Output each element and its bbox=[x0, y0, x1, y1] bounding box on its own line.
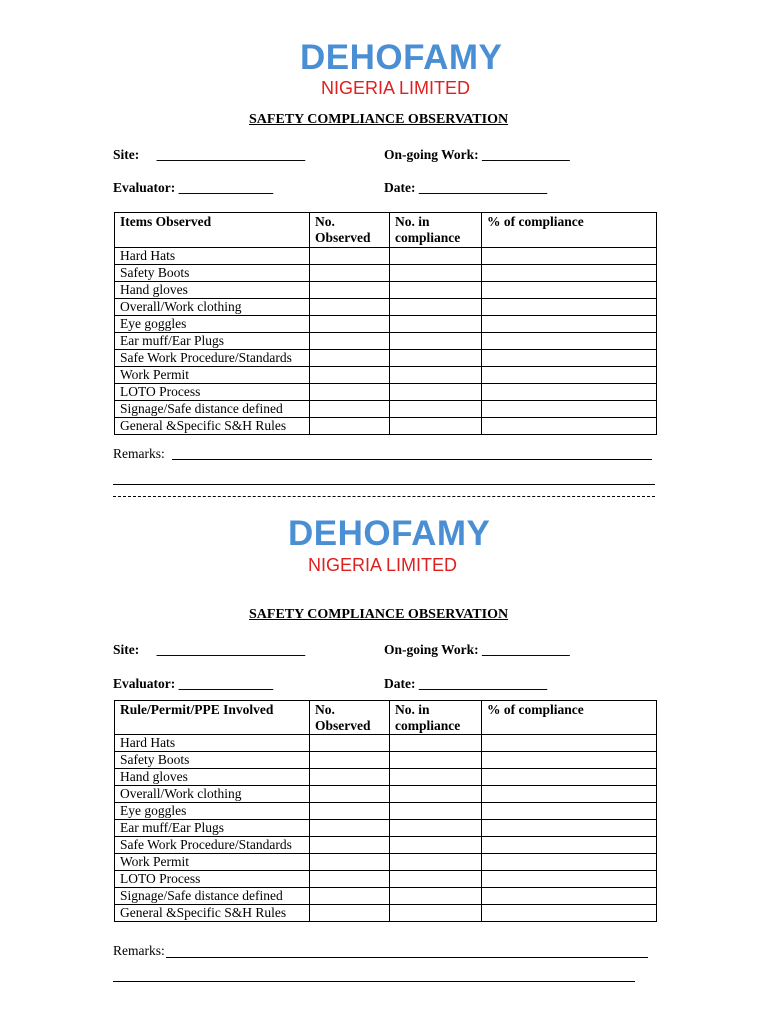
company-subtitle: NIGERIA LIMITED bbox=[308, 555, 458, 575]
percent-cell[interactable] bbox=[482, 367, 657, 384]
table-row bbox=[115, 248, 657, 265]
item-cell: Hand gloves bbox=[115, 769, 310, 786]
observed-cell[interactable] bbox=[310, 316, 390, 333]
form-title: SAFETY COMPLIANCE OBSERVATION bbox=[249, 607, 509, 622]
form-title: SAFETY COMPLIANCE OBSERVATION bbox=[249, 112, 509, 127]
remarks-label: Remarks: bbox=[113, 943, 165, 958]
percent-cell[interactable] bbox=[482, 282, 657, 299]
observed-cell[interactable] bbox=[310, 820, 390, 837]
ongoing-work-field bbox=[384, 642, 570, 658]
table-header-row bbox=[115, 213, 657, 248]
observed-cell[interactable] bbox=[310, 384, 390, 401]
table-row bbox=[115, 786, 657, 803]
table-row bbox=[115, 735, 657, 752]
table-row bbox=[115, 888, 657, 905]
table-row bbox=[115, 333, 657, 350]
column-header: % of compliance bbox=[482, 213, 657, 248]
table-row bbox=[115, 820, 657, 837]
compliance-cell[interactable] bbox=[390, 888, 482, 905]
observed-cell[interactable] bbox=[310, 735, 390, 752]
date-label: Date: bbox=[384, 676, 416, 691]
percent-cell[interactable] bbox=[482, 316, 657, 333]
remarks-line[interactable] bbox=[113, 981, 635, 982]
observation-table bbox=[114, 212, 657, 435]
item-cell: Signage/Safe distance defined bbox=[115, 401, 310, 418]
item-cell: Hard Hats bbox=[115, 248, 310, 265]
column-header: No. in compliance bbox=[390, 213, 482, 248]
observed-cell[interactable] bbox=[310, 248, 390, 265]
compliance-cell[interactable] bbox=[390, 871, 482, 888]
item-cell: Overall/Work clothing bbox=[115, 786, 310, 803]
observed-cell[interactable] bbox=[310, 871, 390, 888]
percent-cell[interactable] bbox=[482, 401, 657, 418]
table-row bbox=[115, 803, 657, 820]
item-cell: Work Permit bbox=[115, 367, 310, 384]
observed-cell[interactable] bbox=[310, 418, 390, 435]
remarks-line[interactable] bbox=[166, 957, 648, 958]
evaluator-field bbox=[113, 180, 273, 196]
remarks-line[interactable] bbox=[172, 459, 652, 460]
observed-cell[interactable] bbox=[310, 367, 390, 384]
compliance-cell[interactable] bbox=[390, 265, 482, 282]
observed-cell[interactable] bbox=[310, 786, 390, 803]
ongoing-work-blank[interactable]: _____________ bbox=[482, 642, 570, 657]
table-row bbox=[115, 265, 657, 282]
compliance-cell[interactable] bbox=[390, 384, 482, 401]
table-row bbox=[115, 316, 657, 333]
company-logo-text: DEHOFAMY bbox=[288, 514, 491, 553]
percent-cell[interactable] bbox=[482, 854, 657, 871]
ongoing-work-label: On-going Work: bbox=[384, 642, 479, 657]
item-cell: Ear muff/Ear Plugs bbox=[115, 820, 310, 837]
compliance-cell[interactable] bbox=[390, 350, 482, 367]
compliance-cell[interactable] bbox=[390, 854, 482, 871]
item-cell: Ear muff/Ear Plugs bbox=[115, 333, 310, 350]
cut-line-divider bbox=[113, 496, 655, 497]
percent-cell[interactable] bbox=[482, 299, 657, 316]
item-cell: LOTO Process bbox=[115, 384, 310, 401]
evaluator-field bbox=[113, 676, 273, 692]
column-header: Rule/Permit/PPE Involved bbox=[115, 701, 310, 735]
table-row bbox=[115, 871, 657, 888]
date-field bbox=[384, 180, 547, 196]
observed-cell[interactable] bbox=[310, 265, 390, 282]
percent-cell[interactable] bbox=[482, 820, 657, 837]
ongoing-work-label: On-going Work: bbox=[384, 147, 479, 162]
observed-cell[interactable] bbox=[310, 333, 390, 350]
compliance-cell[interactable] bbox=[390, 282, 482, 299]
ongoing-work-blank[interactable]: _____________ bbox=[482, 147, 570, 162]
item-cell: Eye goggles bbox=[115, 803, 310, 820]
table-row bbox=[115, 350, 657, 367]
table-header-row bbox=[115, 701, 657, 735]
observed-cell[interactable] bbox=[310, 803, 390, 820]
percent-cell[interactable] bbox=[482, 265, 657, 282]
percent-cell[interactable] bbox=[482, 803, 657, 820]
compliance-cell[interactable] bbox=[390, 401, 482, 418]
item-cell: Hand gloves bbox=[115, 282, 310, 299]
percent-cell[interactable] bbox=[482, 350, 657, 367]
evaluator-blank[interactable]: ______________ bbox=[178, 180, 274, 195]
percent-cell[interactable] bbox=[482, 384, 657, 401]
percent-cell[interactable] bbox=[482, 837, 657, 854]
observed-cell[interactable] bbox=[310, 299, 390, 316]
percent-cell[interactable] bbox=[482, 888, 657, 905]
percent-cell[interactable] bbox=[482, 786, 657, 803]
observed-cell[interactable] bbox=[310, 282, 390, 299]
table-row bbox=[115, 418, 657, 435]
date-blank[interactable]: ___________________ bbox=[418, 676, 548, 691]
observed-cell[interactable] bbox=[310, 752, 390, 769]
item-cell: Safe Work Procedure/Standards bbox=[115, 837, 310, 854]
column-header: No. in compliance bbox=[390, 701, 482, 735]
table-row bbox=[115, 367, 657, 384]
percent-cell[interactable] bbox=[482, 905, 657, 922]
item-cell: Eye goggles bbox=[115, 316, 310, 333]
table-row bbox=[115, 299, 657, 316]
ongoing-work-field bbox=[384, 147, 570, 163]
compliance-cell[interactable] bbox=[390, 333, 482, 350]
item-cell: Work Permit bbox=[115, 854, 310, 871]
evaluator-label: Evaluator: bbox=[113, 180, 176, 195]
remarks-line[interactable] bbox=[113, 484, 655, 485]
site-blank[interactable]: ______________________ bbox=[156, 642, 306, 657]
company-subtitle: NIGERIA LIMITED bbox=[321, 78, 471, 98]
item-cell: Hard Hats bbox=[115, 735, 310, 752]
item-cell: General &Specific S&H Rules bbox=[115, 905, 310, 922]
column-header: % of compliance bbox=[482, 701, 657, 735]
observed-cell[interactable] bbox=[310, 905, 390, 922]
site-field bbox=[113, 147, 305, 163]
percent-cell[interactable] bbox=[482, 752, 657, 769]
table-row bbox=[115, 752, 657, 769]
table-row bbox=[115, 769, 657, 786]
evaluator-blank[interactable]: ______________ bbox=[178, 676, 274, 691]
evaluator-label: Evaluator: bbox=[113, 676, 176, 691]
compliance-cell[interactable] bbox=[390, 769, 482, 786]
compliance-cell[interactable] bbox=[390, 803, 482, 820]
table-row bbox=[115, 282, 657, 299]
compliance-cell[interactable] bbox=[390, 248, 482, 265]
date-label: Date: bbox=[384, 180, 416, 195]
table-row bbox=[115, 384, 657, 401]
observed-cell[interactable] bbox=[310, 350, 390, 367]
date-blank[interactable]: ___________________ bbox=[418, 180, 548, 195]
site-blank[interactable]: ______________________ bbox=[156, 147, 306, 162]
observed-cell[interactable] bbox=[310, 401, 390, 418]
percent-cell[interactable] bbox=[482, 735, 657, 752]
observed-cell[interactable] bbox=[310, 854, 390, 871]
table-row bbox=[115, 905, 657, 922]
table-row bbox=[115, 854, 657, 871]
compliance-cell[interactable] bbox=[390, 418, 482, 435]
remarks-label: Remarks: bbox=[113, 446, 165, 461]
site-label: Site: bbox=[113, 642, 140, 657]
column-header: Items Observed bbox=[115, 213, 310, 248]
compliance-cell[interactable] bbox=[390, 367, 482, 384]
company-logo-text: DEHOFAMY bbox=[300, 38, 503, 77]
site-label: Site: bbox=[113, 147, 140, 162]
item-cell: Safety Boots bbox=[115, 265, 310, 282]
compliance-cell[interactable] bbox=[390, 786, 482, 803]
item-cell: Safe Work Procedure/Standards bbox=[115, 350, 310, 367]
percent-cell[interactable] bbox=[482, 769, 657, 786]
observation-table bbox=[114, 700, 657, 922]
compliance-cell[interactable] bbox=[390, 752, 482, 769]
column-header: No. Observed bbox=[310, 213, 390, 248]
column-header: No. Observed bbox=[310, 701, 390, 735]
compliance-cell[interactable] bbox=[390, 837, 482, 854]
date-field bbox=[384, 676, 547, 692]
observed-cell[interactable] bbox=[310, 888, 390, 905]
table-row bbox=[115, 401, 657, 418]
item-cell: Safety Boots bbox=[115, 752, 310, 769]
item-cell: Overall/Work clothing bbox=[115, 299, 310, 316]
observed-cell[interactable] bbox=[310, 837, 390, 854]
item-cell: Signage/Safe distance defined bbox=[115, 888, 310, 905]
observed-cell[interactable] bbox=[310, 769, 390, 786]
percent-cell[interactable] bbox=[482, 248, 657, 265]
compliance-cell[interactable] bbox=[390, 316, 482, 333]
compliance-cell[interactable] bbox=[390, 735, 482, 752]
site-field bbox=[113, 642, 305, 658]
table-row bbox=[115, 837, 657, 854]
percent-cell[interactable] bbox=[482, 333, 657, 350]
compliance-cell[interactable] bbox=[390, 905, 482, 922]
item-cell: General &Specific S&H Rules bbox=[115, 418, 310, 435]
compliance-cell[interactable] bbox=[390, 820, 482, 837]
percent-cell[interactable] bbox=[482, 871, 657, 888]
compliance-cell[interactable] bbox=[390, 299, 482, 316]
item-cell: LOTO Process bbox=[115, 871, 310, 888]
percent-cell[interactable] bbox=[482, 418, 657, 435]
